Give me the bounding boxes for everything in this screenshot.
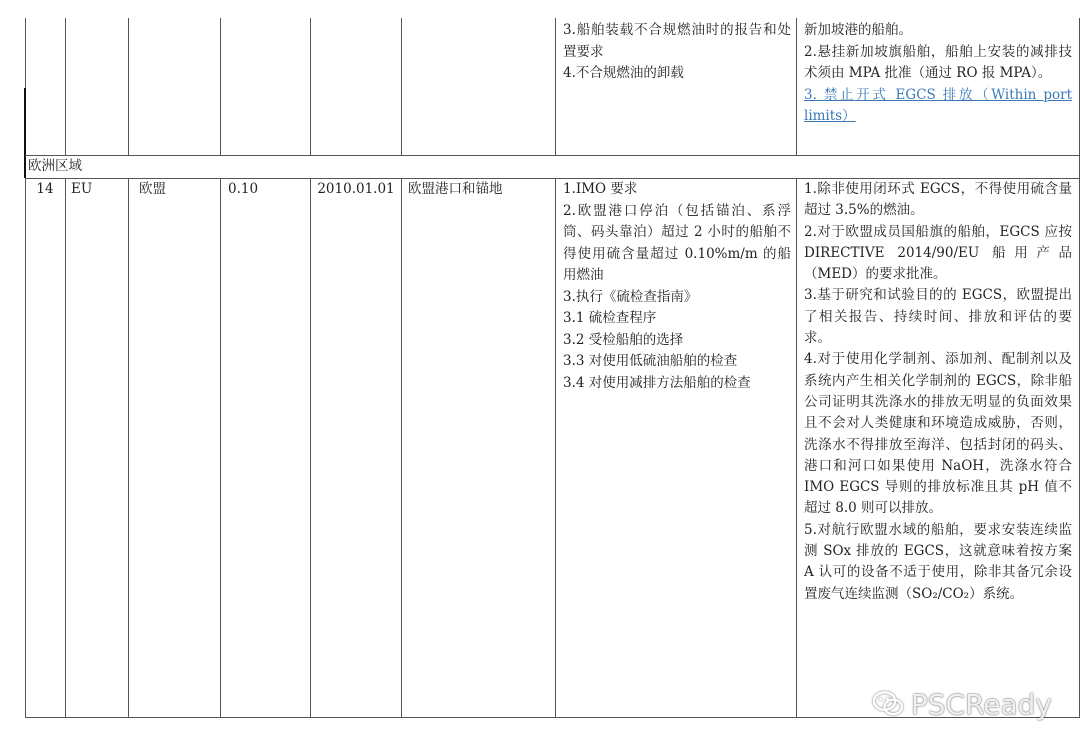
prev-egcs-cell [804,20,1072,128]
regulation-table [24,18,1080,718]
watermark [872,684,1052,724]
egcs-paragraph: 3.基于研究和试验目的的 EGCS，欧盟提出了相关报告、持续时间、排放和评估的要求。 [804,287,1072,347]
sulphur-limit: 0.10 [228,181,259,197]
egcs-cell [804,179,1072,605]
requirement-line: 3.1 硫检查程序 [563,310,657,326]
egcs-paragraph: 2.对于欧盟成员国船旗的船舶，EGCS 应按 DIRECTIVE 2014/90/EU 船用产品（MED）的要求批准。 [804,223,1072,283]
prev-requirements-cell [563,20,791,85]
effective-date: 2010.01.01 [317,181,395,197]
requirement-line: 3.2 受检船舶的选择 [563,331,684,348]
requirements-cell [563,179,791,394]
egcs-paragraph: 5.对航行欧盟水域的船舶，要求安装连续监测 SOx 排放的 EGCS，这就意味着按方案 A 认可的设备不适于使用，除非其备冗余设置废气连续监测（SO₂/CO₂）系统。 [804,521,1072,602]
applicable-area: 欧盟港口和锚地 [408,181,503,197]
egcs-paragraph: 4.对于使用化学制剂、添加剂、配制剂以及系统内产生相关化学制剂的 EGCS，除非船公司证明其洗涤水的排放无明显的负面效果且不会对人类健康和环境造成威胁，否则，洗涤水不得排放至海洋、包括封闭的码头、港口和河口如果使用 NaOH，洗涤水符合 IMO EGCS 导则的排放标准且其 pH 值不超过 8.0 则可以排放。 [804,351,1072,517]
watermark-text: PSCReady [910,687,1052,721]
section-title: 欧洲区域 [28,158,82,174]
prev-requirement-line: 3.船舶装载不合规燃油时的报告和处置要求 [563,22,791,60]
requirement-line: 2.欧盟港口停泊（包括锚泊、系浮筒、码头靠泊）超过 2 小时的船舶不得使用硫含量超过 0.10%m/m 的船用燃油 [563,202,791,283]
prev-egcs-line: 新加坡港的船舶。 [804,22,912,38]
egcs-paragraph: 1.除非使用闭环式 EGCS，不得使用硫含量超过 3.5%的燃油。 [804,181,1072,219]
region-code: EU [71,181,93,197]
region-name: 欧盟 [139,181,166,197]
row-number: 14 [36,181,54,197]
requirement-line: 3.4 对使用减排方法船舶的检查 [563,374,751,391]
egcs-discharge-link[interactable]: 3. 禁止开式 EGCS 排放（Within port limits） [804,86,1072,124]
requirement-line: 3.3 对使用低硫油船舶的检查 [563,353,738,369]
requirement-line: 3.执行《硫检查指南》 [563,288,698,305]
requirement-line: 1.IMO 要求 [563,181,638,197]
wechat-icon [872,689,905,719]
prev-requirement-line: 4.不合规燃油的卸载 [563,65,684,81]
prev-egcs-line: 2.悬挂新加坡旗船舶，船舶上安装的减排技术须由 MPA 批准（通过 RO 报 MPA）。 [804,43,1072,81]
